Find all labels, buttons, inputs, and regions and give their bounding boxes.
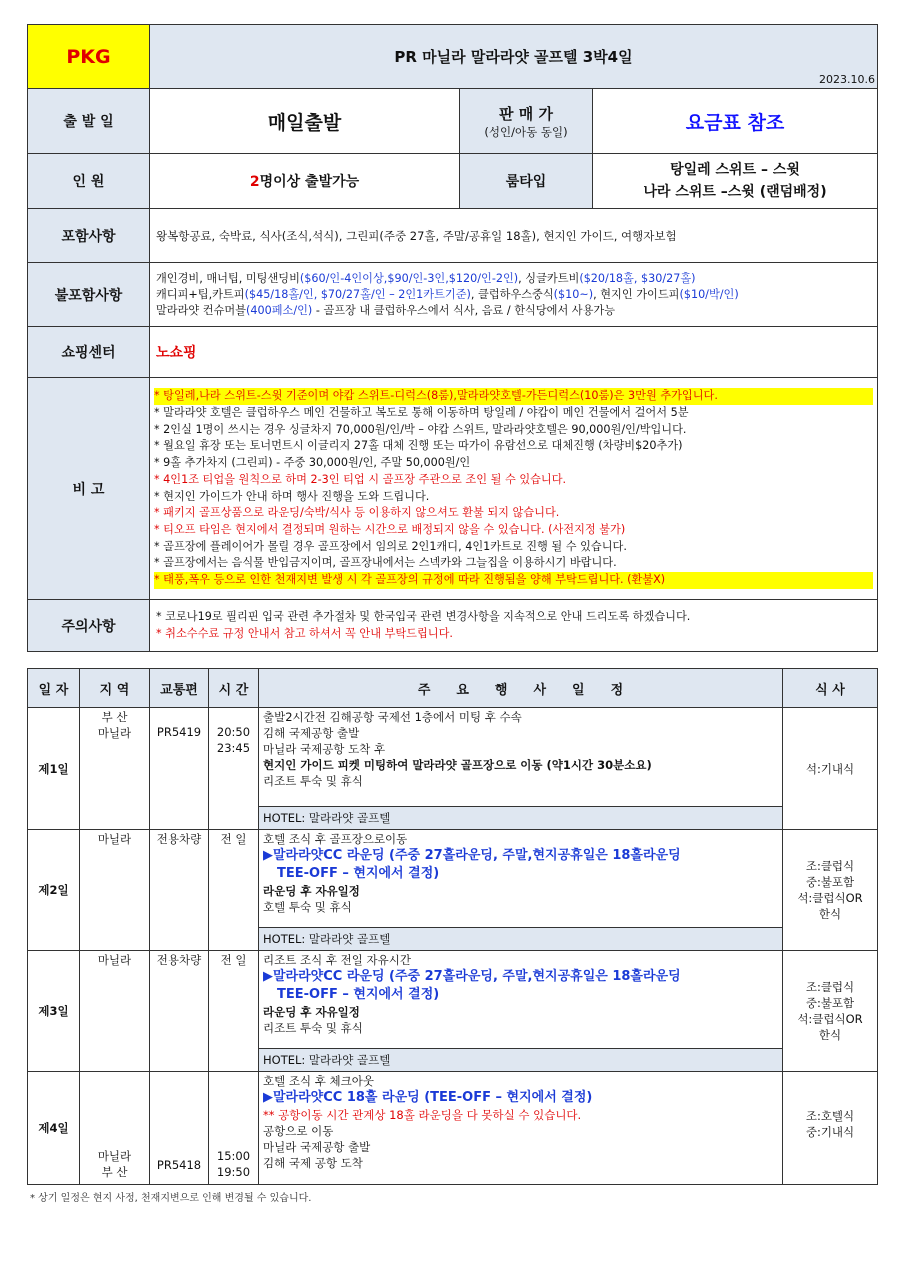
people-text: 명이상 출발가능: [259, 174, 360, 190]
price-label-sub: (성인/아동 동일): [484, 124, 568, 139]
caution-line-1: * 코로나19로 필리핀 입국 관련 추가절차 및 한국입국 관련 변경사항을 지속적으로 안내 드리도록 하겠습니다.: [156, 609, 691, 623]
itinerary-line: 리조트 조식 후 전일 자유시간: [263, 953, 411, 967]
include-value: 왕복항공료, 숙박료, 식사(조식,석식), 그린피(주중 27홀, 주말/공휴일 18홀), 현지인 가이드, 여행자보험: [150, 209, 878, 263]
meal-line: 한식: [818, 1028, 842, 1042]
meal-line: 중:불포함: [805, 996, 855, 1010]
shopping-value: 노쇼핑: [150, 327, 878, 378]
time-line: 20:50: [216, 725, 251, 739]
day3-region: 마닐라: [80, 951, 150, 1072]
day3-transport: 전용차량: [150, 951, 209, 1072]
day4-meal: [783, 1072, 878, 1185]
exclude-text: , 클럽하우스중식: [470, 287, 554, 301]
exclude-price: ($10~): [553, 287, 594, 301]
price-label-text: 판 매 가: [499, 104, 553, 123]
itinerary-line: 라운딩 후 자유일정: [263, 884, 360, 898]
departure-label: 출 발 일: [28, 89, 150, 154]
exclude-text: , 현지인 가이드피: [593, 287, 680, 301]
exclude-text: , 싱글카트비: [518, 271, 580, 285]
region-line: 마닐라: [97, 726, 132, 740]
day1-region: [80, 708, 150, 830]
exclude-price: ($20/18홀, $30/27홀): [579, 271, 696, 285]
itinerary-line: 호텔 조식 후 체크아웃: [263, 1074, 374, 1088]
exclude-text: - 골프장 내 클럽하우스에서 식사, 음료 / 한식당에서 사용가능: [312, 303, 616, 317]
day3-label: 제3일: [28, 951, 80, 1072]
col-header-meal: 식 사: [783, 669, 878, 708]
meal-line: 조:호텔식: [805, 1109, 855, 1123]
exclude-text: 개인경비, 매너팁, 미팅샌딩비: [156, 271, 300, 285]
schedule-footnote: * 상기 일정은 현지 사정, 천재지변으로 인해 변경될 수 있습니다.: [30, 1193, 312, 1204]
exclude-label: 불포함사항: [28, 263, 150, 327]
day3-meal: [783, 951, 878, 1072]
col-header-transport: 교통편: [150, 669, 209, 708]
golf-line: ▶말라라얏CC 라운딩 (주중 27홀라운딩, 주말,현지공휴일은 18홀라운딩: [263, 969, 681, 984]
golf-line: ▶말라라얏CC 라운딩 (주중 27홀라운딩, 주말,현지공휴일은 18홀라운딩: [263, 848, 681, 863]
remark-item: * 골프장에 플레이어가 몰릴 경우 골프장에서 임의로 2인1캐디, 4인1카트로 진행 될 수 있습니다.: [154, 539, 627, 553]
remark-item: * 티오프 타임은 현지에서 결정되며 원하는 시간으로 배정되지 않을 수 있습니다. (사전지정 불가): [154, 522, 626, 536]
remark-item: * 말라라얏 호텔은 클럽하우스 메인 건물하고 복도로 통해 이동하며 탕일레 / 야캅이 메인 건물에서 걸어서 5분: [154, 405, 689, 419]
day2-meal: [783, 830, 878, 951]
meal-line: 중:기내식: [805, 1125, 855, 1139]
remark-item: * 패키지 골프상품으로 라운딩/숙박/식사 등 이용하지 않으셔도 환불 되지 않습니다.: [154, 506, 560, 520]
day4-region: [80, 1072, 150, 1185]
col-header-region: 지 역: [80, 669, 150, 708]
meal-line: 중:불포함: [805, 875, 855, 889]
exclude-price: ($10/박/인): [679, 287, 739, 301]
day2-hotel: HOTEL: 말라라얏 골프텔: [259, 928, 783, 951]
region-line: 부 산: [101, 1165, 128, 1179]
remarks-label: 비 고: [28, 378, 150, 600]
day1-itinerary: [259, 708, 783, 807]
remark-item: * 9홀 추가차지 (그린피) - 주중 30,000원/인, 주말 50,000원/인: [154, 456, 471, 470]
exclude-line-2: [156, 287, 871, 303]
exclude-value: [150, 263, 878, 327]
people-count: 2: [249, 174, 260, 190]
remark-item: * 골프장에서는 음식물 반입금지이며, 골프장내에서는 스넥카와 그늘집을 이용하시기 바랍니다.: [154, 556, 617, 570]
price-label: [460, 89, 593, 154]
exclude-price: ($60/인-4인이상,$90/인-3인,$120/인-2인): [299, 271, 519, 285]
page-title: [150, 25, 878, 89]
itinerary-line: 리조트 투숙 및 휴식: [263, 1021, 363, 1035]
itinerary-line: 현지인 가이드 피켓 미팅하여 말라라얏 골프장으로 이동 (약1시간 30분소요): [263, 758, 652, 772]
caution-value: [150, 600, 878, 652]
golf-line: ▶말라라얏CC 18홀 라운딩 (TEE-OFF – 현지에서 결정): [263, 1090, 593, 1105]
day1-row: [28, 708, 878, 807]
golf-line: TEE-OFF – 현지에서 결정): [277, 987, 440, 1002]
exclude-line-1: [156, 271, 871, 287]
remark-item: * 2인실 1명이 쓰시는 경우 싱글차지 70,000원/인/박 – 야캅 스위트, 말라라얏호텔은 90,000원/인/박입니다.: [154, 422, 687, 436]
day2-region: 마닐라: [80, 830, 150, 951]
remarks-list: [150, 378, 878, 600]
itinerary-line: 김해 국제공항 출발: [263, 726, 360, 740]
exclude-price: ($45/18홀/인, $70/27홀/인 – 2인1카트기준): [244, 287, 471, 301]
col-header-day: 일 자: [28, 669, 80, 708]
day1-meal: 석:기내식: [783, 708, 878, 830]
day2-label: 제2일: [28, 830, 80, 951]
day2-time: 전 일: [209, 830, 259, 951]
itinerary-line: 호텔 조식 후 골프장으로이동: [263, 832, 408, 846]
people-value: [150, 154, 460, 209]
day3-time: 전 일: [209, 951, 259, 1072]
time-line: 15:00: [216, 1149, 251, 1163]
meal-line: 한식: [818, 907, 842, 921]
day2-row: [28, 830, 878, 928]
doc-date: 2023.10.6: [819, 73, 875, 86]
departure-value: 매일출발: [150, 89, 460, 154]
day4-itinerary: [259, 1072, 783, 1185]
shopping-label: 쇼핑센터: [28, 327, 150, 378]
day1-time: [209, 708, 259, 830]
people-label: 인 원: [28, 154, 150, 209]
remark-item: * 탕일레,나라 스위트-스윗 기준이며 야캅 스위트-디럭스(8룸),말라라얏호텔-가든디럭스(10룸)은 3만원 추가입니다.: [154, 388, 873, 405]
package-info: [27, 24, 878, 652]
day1-label: 제1일: [28, 708, 80, 830]
caution-label: 주의사항: [28, 600, 150, 652]
day1-transport: PR5419: [150, 708, 209, 830]
region-line: 마닐라: [97, 1149, 132, 1163]
exclude-price: (400페소/인): [246, 303, 313, 317]
itinerary-line: 출발2시간전 김해공항 국제선 1층에서 미팅 후 수속: [263, 710, 522, 724]
remark-item: * 현지인 가이드가 안내 하며 행사 진행을 도와 드립니다.: [154, 489, 430, 503]
title-text: PR 마닐라 말라라얏 골프텔 3박4일: [394, 48, 633, 66]
room-label: 룸타입: [460, 154, 593, 209]
meal-line: 조:클럽식: [805, 859, 855, 873]
itinerary-line: 김해 국제 공항 도착: [263, 1156, 363, 1170]
exclude-text: 말라라얏 컨슈머블: [156, 303, 247, 317]
caution-line-2: * 취소수수료 규정 안내서 참고 하셔서 꼭 안내 부탁드립니다.: [156, 626, 453, 640]
itinerary-table: [27, 668, 878, 1185]
meal-line: 석:클럽식OR: [797, 891, 863, 905]
itinerary-line: 라운딩 후 자유일정: [263, 1005, 360, 1019]
remark-item: * 월요일 휴장 또는 토너먼트시 이글리지 27홀 대체 진행 또는 따가이 유람선으로 대체진행 (차량비$20추가): [154, 439, 683, 453]
meal-line: 조:클럽식: [805, 980, 855, 994]
itinerary-line: 마닐라 국제공항 도착 후: [263, 742, 386, 756]
golf-line: TEE-OFF – 현지에서 결정): [277, 866, 440, 881]
day2-transport: 전용차량: [150, 830, 209, 951]
remark-item: * 태풍,폭우 등으로 인한 천재지변 발생 시 각 골프장의 규정에 따라 진행됨을 양해 부탁드립니다. (환불X): [154, 572, 873, 589]
exclude-text: 캐디피+팁,카트피: [156, 287, 245, 301]
day3-hotel: HOTEL: 말라라얏 골프텔: [259, 1049, 783, 1072]
room-line-1: 탕일레 스위트 – 스윗: [670, 162, 800, 178]
meal-line: 석:클럽식OR: [797, 1012, 863, 1026]
day4-label: 제4일: [28, 1072, 80, 1185]
itinerary-line: 마닐라 국제공항 출발: [263, 1140, 371, 1154]
day2-itinerary: [259, 830, 783, 928]
itinerary-line: 리조트 투숙 및 휴식: [263, 774, 363, 788]
day3-itinerary: [259, 951, 783, 1049]
warning-line: ** 공항이동 시간 관계상 18홀 라운딩을 다 못하실 수 있습니다.: [263, 1108, 582, 1122]
time-line: 23:45: [216, 741, 251, 755]
day4-time: [209, 1072, 259, 1185]
col-header-itinerary: 주 요 행 사 일 정: [259, 669, 783, 708]
remark-item: * 4인1조 티업을 원칙으로 하며 2-3인 티업 시 골프장 주관으로 조인 될 수 있습니다.: [154, 472, 567, 486]
itinerary-line: 호텔 투숙 및 휴식: [263, 900, 352, 914]
day4-transport: PR5418: [150, 1072, 209, 1185]
day4-row: [28, 1072, 878, 1185]
time-line: 19:50: [216, 1165, 251, 1179]
pkg-badge: PKG: [28, 25, 150, 89]
day3-row: [28, 951, 878, 1049]
room-value: [593, 154, 878, 209]
exclude-line-3: [156, 303, 871, 319]
room-line-2: 나라 스위트 –스윗 (랜덤배정): [643, 184, 827, 200]
include-label: 포함사항: [28, 209, 150, 263]
price-value: 요금표 참조: [593, 89, 878, 154]
region-line: 부 산: [101, 710, 128, 724]
day1-hotel: HOTEL: 말라라얏 골프텔: [259, 807, 783, 830]
itinerary-line: 공항으로 이동: [263, 1124, 334, 1138]
itinerary-header-row: [28, 669, 878, 708]
col-header-time: 시 간: [209, 669, 259, 708]
